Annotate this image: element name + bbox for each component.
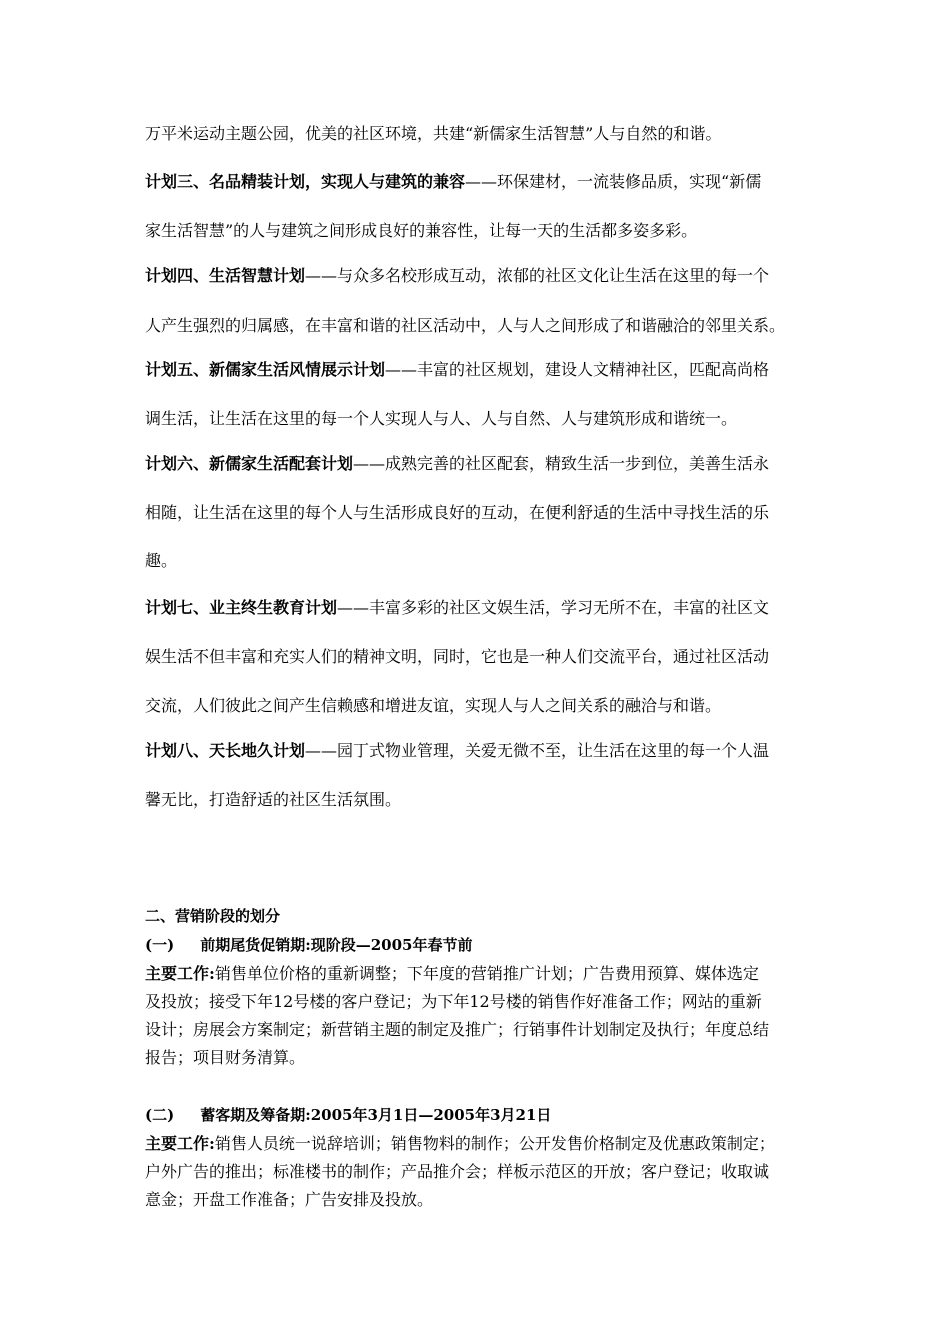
plan-5-line-1 (145, 360, 769, 380)
phase-1-number: (一) (145, 936, 175, 954)
phase-1-line-1 (145, 964, 759, 984)
plan-6-line-1 (145, 454, 769, 474)
plan-7-line-1 (145, 598, 769, 618)
phase-1-line-3: 设计；房展会方案制定；新营销主题的制定及推广；行销事件计划制定及执行；年度总结 (145, 1020, 770, 1039)
plan-3-line-1 (145, 172, 761, 192)
phase-2-heading (145, 1105, 551, 1125)
plan-6-title: 计划六、新儒家生活配套计划 (145, 454, 354, 473)
plan-4-title: 计划四、生活智慧计划 (145, 266, 306, 285)
plan-8-title: 计划八、天长地久计划 (145, 741, 306, 760)
phase-2-line-2: 户外广告的推出；标准楼书的制作；产品推介会；样板示范区的开放；客户登记；收取诚 (145, 1162, 770, 1181)
plan-6-text: ——成熟完善的社区配套，精致生活一步到位，美善生活永 (353, 454, 770, 473)
phase-2-title: 蓄客期及筹备期:2005年3月1日—2005年3月21日 (200, 1106, 552, 1124)
plan-7-line-3: 交流，人们彼此之间产生信赖感和增进友谊，实现人与人之间关系的融洽与和谐。 (145, 696, 722, 715)
plan-4-line-1 (145, 266, 769, 286)
phase-2-number: (二) (145, 1106, 175, 1124)
plan-8-line-1 (145, 741, 769, 761)
section-heading: 二、营销阶段的划分 (145, 907, 281, 925)
plan-6-line-2: 相随，让生活在这里的每个人与生活形成良好的互动，在便利舒适的生活中寻找生活的乐 (145, 503, 770, 522)
phase-1-text: 销售单位价格的重新调整；下年度的营销推广计划；广告费用预算、媒体选定 (214, 964, 759, 983)
phase-1-heading (145, 935, 473, 955)
plan-7-line-2: 娱生活不但丰富和充实人们的精神文明，同时，它也是一种人们交流平台，通过社区活动 (145, 647, 770, 666)
plan-7-title: 计划七、业主终生教育计划 (145, 598, 338, 617)
phase-1-line-4: 报告；项目财务清算。 (145, 1048, 306, 1067)
plan-8-line-2: 馨无比，打造舒适的社区生活氛围。 (145, 790, 402, 809)
plan-6-line-3: 趣。 (145, 551, 178, 570)
plan-7-text: ——丰富多彩的社区文娱生活，学习无所不在，丰富的社区文 (337, 598, 770, 617)
plan-8-text: ——园丁式物业管理，关爱无微不至，让生活在这里的每一个人温 (305, 741, 770, 760)
plan-3-line-2: 家生活智慧”的人与建筑之间形成良好的兼容性，让每一天的生活都多姿多彩。 (145, 221, 698, 240)
plan-4-line-2: 人产生强烈的归属感，在丰富和谐的社区活动中，人与人之间形成了和谐融洽的邻里关系。 (145, 316, 786, 335)
phase-2-label: 主要工作: (145, 1134, 215, 1153)
phase-1-label: 主要工作: (145, 964, 215, 983)
phase-2-line-3: 意金；开盘工作准备；广告安排及投放。 (145, 1190, 434, 1209)
paragraph-line: 万平米运动主题公园，优美的社区环境，共建“新儒家生活智慧”人与自然的和谐。 (145, 124, 722, 143)
plan-3-title: 计划三、名品精装计划，实现人与建筑的兼容 (145, 172, 466, 191)
phase-1-title: 前期尾货促销期:现阶段—2005年春节前 (200, 936, 473, 954)
plan-4-text: ——与众多名校形成互动，浓郁的社区文化让生活在这里的每一个 (305, 266, 770, 285)
plan-3-text: ——环保建材，一流装修品质，实现“新儒 (465, 172, 762, 191)
plan-5-line-2: 调生活，让生活在这里的每一个人实现人与人、人与自然、人与建筑形成和谐统一。 (145, 409, 738, 428)
phase-1-line-2: 及投放；接受下年12号楼的客户登记；为下年12号楼的销售作好准备工作；网站的重新 (145, 992, 762, 1011)
phase-2-text: 销售人员统一说辞培训；销售物料的制作；公开发售价格制定及优惠政策制定； (214, 1134, 775, 1153)
plan-5-text: ——丰富的社区规划，建设人文精神社区，匹配高尚格 (385, 360, 770, 379)
phase-2-line-1 (145, 1134, 775, 1154)
plan-5-title: 计划五、新儒家生活风情展示计划 (145, 360, 386, 379)
